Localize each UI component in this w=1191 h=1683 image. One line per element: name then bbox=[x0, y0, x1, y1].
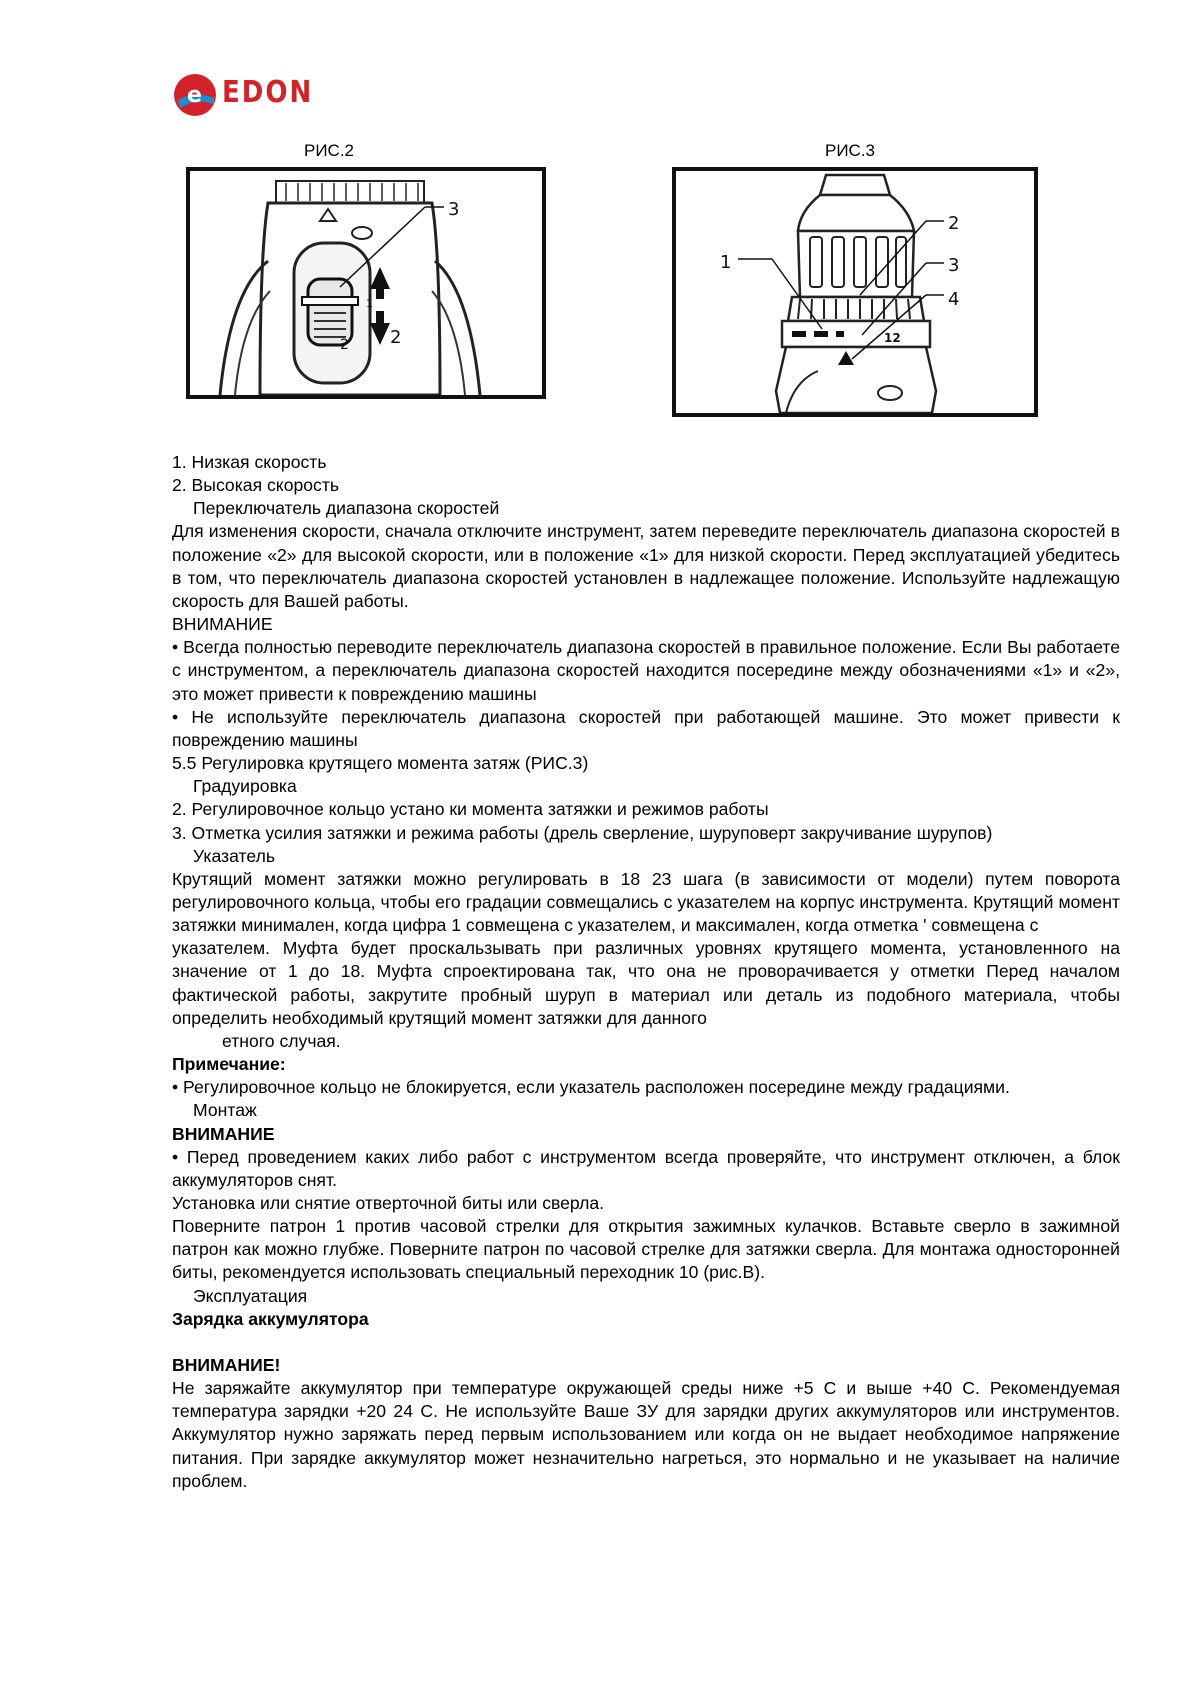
list-item-graduation: Градуировка bbox=[193, 776, 297, 797]
warning-bullet-2: • Не используйте переключатель диапазона скоростей при работающей машине. Это может привести к повреждению машины bbox=[172, 706, 1120, 750]
figure-3-ring-number: 12 bbox=[884, 331, 901, 345]
note-bullet: • Регулировочное кольцо не блокируется, если указатель расположен посередине между градациями. bbox=[172, 1077, 1010, 1098]
paragraph-torque-3: етного случая. bbox=[222, 1030, 341, 1051]
warning-heading-2: ВНИМАНИЕ bbox=[172, 1123, 275, 1144]
figure-3 bbox=[672, 167, 1038, 417]
list-item-torque-mark: 3. Отметка усилия затяжки и режима работы (дрель сверление, шуруповерт закручивание шурупов) bbox=[172, 822, 993, 843]
warning-bullet-1: • Всегда полностью переводите переключатель диапазона скоростей в правильное положение. Если Вы работаете с инструментом, а переключатель диапазона скоростей находится посередине между обозначениями «1» и «2», это может привести к повреждению машины bbox=[172, 637, 1120, 704]
figure-2-caption: РИС.2 bbox=[304, 141, 355, 160]
subheading-charging: Зарядка аккумулятора bbox=[172, 1308, 369, 1329]
list-item-adjust-ring: 2. Регулировочное кольцо устано ки момента затяжки и режимов работы bbox=[172, 799, 769, 820]
list-item-speed-switch: Переключатель диапазона скоростей bbox=[193, 498, 500, 519]
list-item-low-speed: 1. Низкая скорость bbox=[172, 452, 327, 472]
subheading-mounting: Монтаж bbox=[193, 1100, 257, 1121]
subheading-operation: Эксплуатация bbox=[193, 1285, 308, 1306]
warning-heading-1: ВНИМАНИЕ bbox=[172, 614, 273, 635]
paragraph-speed-change: Для изменения скорости, сначала отключите инструмент, затем переведите переключатель диапазона скоростей в положение «2» для высокой скорости, или в положение «1» для низкой скорости. Перед эксплуатацией убедитесь в том, что переключатель диапазона скоростей установлен в надлежащее положение. Используйте надлежащую скорость для Вашей работы. bbox=[172, 521, 1120, 611]
list-item-indicator: Указатель bbox=[193, 845, 276, 866]
brand-name: EDON bbox=[222, 75, 314, 111]
note-heading: Примечание: bbox=[172, 1054, 286, 1075]
paragraph-torque-1: Крутящий момент затяжки можно регулировать в 18 23 шага (в зависимости от модели) путем поворота регулировочного кольца, чтобы его градации совмещались с указателем на корпус инструмента. Крутящий момент затяжки минимален, когда цифра 1 совмещена с указателем, и максимален, когда отметка ' совмещена с bbox=[172, 868, 1120, 936]
paragraph-bit-install: Поверните патрон 1 против часовой стрелки для открытия зажимных кулачков. Вставьте сверло в зажимной патрон как можно глубже. Поверните патрон по часовой стрелке для затяжки сверла. Для монтажа односторонней биты, рекомендуется использовать специальный переходник 10 (рис.В). bbox=[172, 1216, 1120, 1283]
figure-2-callout-2b: 2 bbox=[340, 337, 349, 353]
warning-bullet-3: • Перед проведением каких либо работ с инструментом всегда проверяйте, что инструмент отключен, а блок аккумуляторов снят. bbox=[172, 1146, 1120, 1190]
figure-2 bbox=[186, 167, 546, 399]
figure-2-callout-2a: 2 bbox=[390, 327, 402, 348]
paragraph-bit-install-title: Установка или снятие отверточной биты или сверла. bbox=[172, 1193, 605, 1213]
figure-3-callout-3: 3 bbox=[948, 255, 960, 276]
warning-heading-3: ВНИМАНИЕ! bbox=[172, 1354, 281, 1375]
logo-letter: e bbox=[187, 83, 202, 108]
figure-2-drawing bbox=[190, 171, 542, 395]
figure-3-caption: РИС.3 bbox=[825, 141, 876, 160]
list-item-high-speed: 2. Высокая скорость bbox=[172, 475, 340, 496]
figure-3-drawing bbox=[676, 171, 1034, 413]
body-text bbox=[172, 451, 1120, 1493]
figure-3-callout-1: 1 bbox=[720, 252, 732, 273]
figure-3-callout-4: 4 bbox=[948, 289, 960, 310]
section-heading-torque: 5.5 Регулировка крутящего момента затяж (РИС.3) bbox=[172, 753, 589, 774]
figure-2-arrow-label: 1 bbox=[366, 297, 373, 310]
figure-3-callout-2: 2 bbox=[948, 213, 960, 234]
figure-2-callout-3: 3 bbox=[448, 199, 460, 220]
paragraph-charging: Не заряжайте аккумулятор при температуре окружающей среды ниже +5 С и выше +40 С. Рекомендуемая температура зарядки +20 24 С. Не используйте Ваше ЗУ для зарядки других аккумуляторов или инструментов. Аккумулятор нужно заряжать перед первым использованием или когда он не выдает необходимое напряжение питания. При зарядке аккумулятор может незначительно нагреться, это нормально и не указывает на наличие проблем. bbox=[172, 1378, 1120, 1491]
paragraph-torque-2: указателем. Муфта будет проскальзывать при различных уровнях крутящего момента, установленного на значение от 1 до 18. Муфта спроектирована так, что она не проворачивается у отметки Перед началом фактической работы, закрутите пробный шуруп в материал или деталь из подобного материала, чтобы определить необходимый крутящий момент затяжки для данного bbox=[172, 938, 1120, 1028]
